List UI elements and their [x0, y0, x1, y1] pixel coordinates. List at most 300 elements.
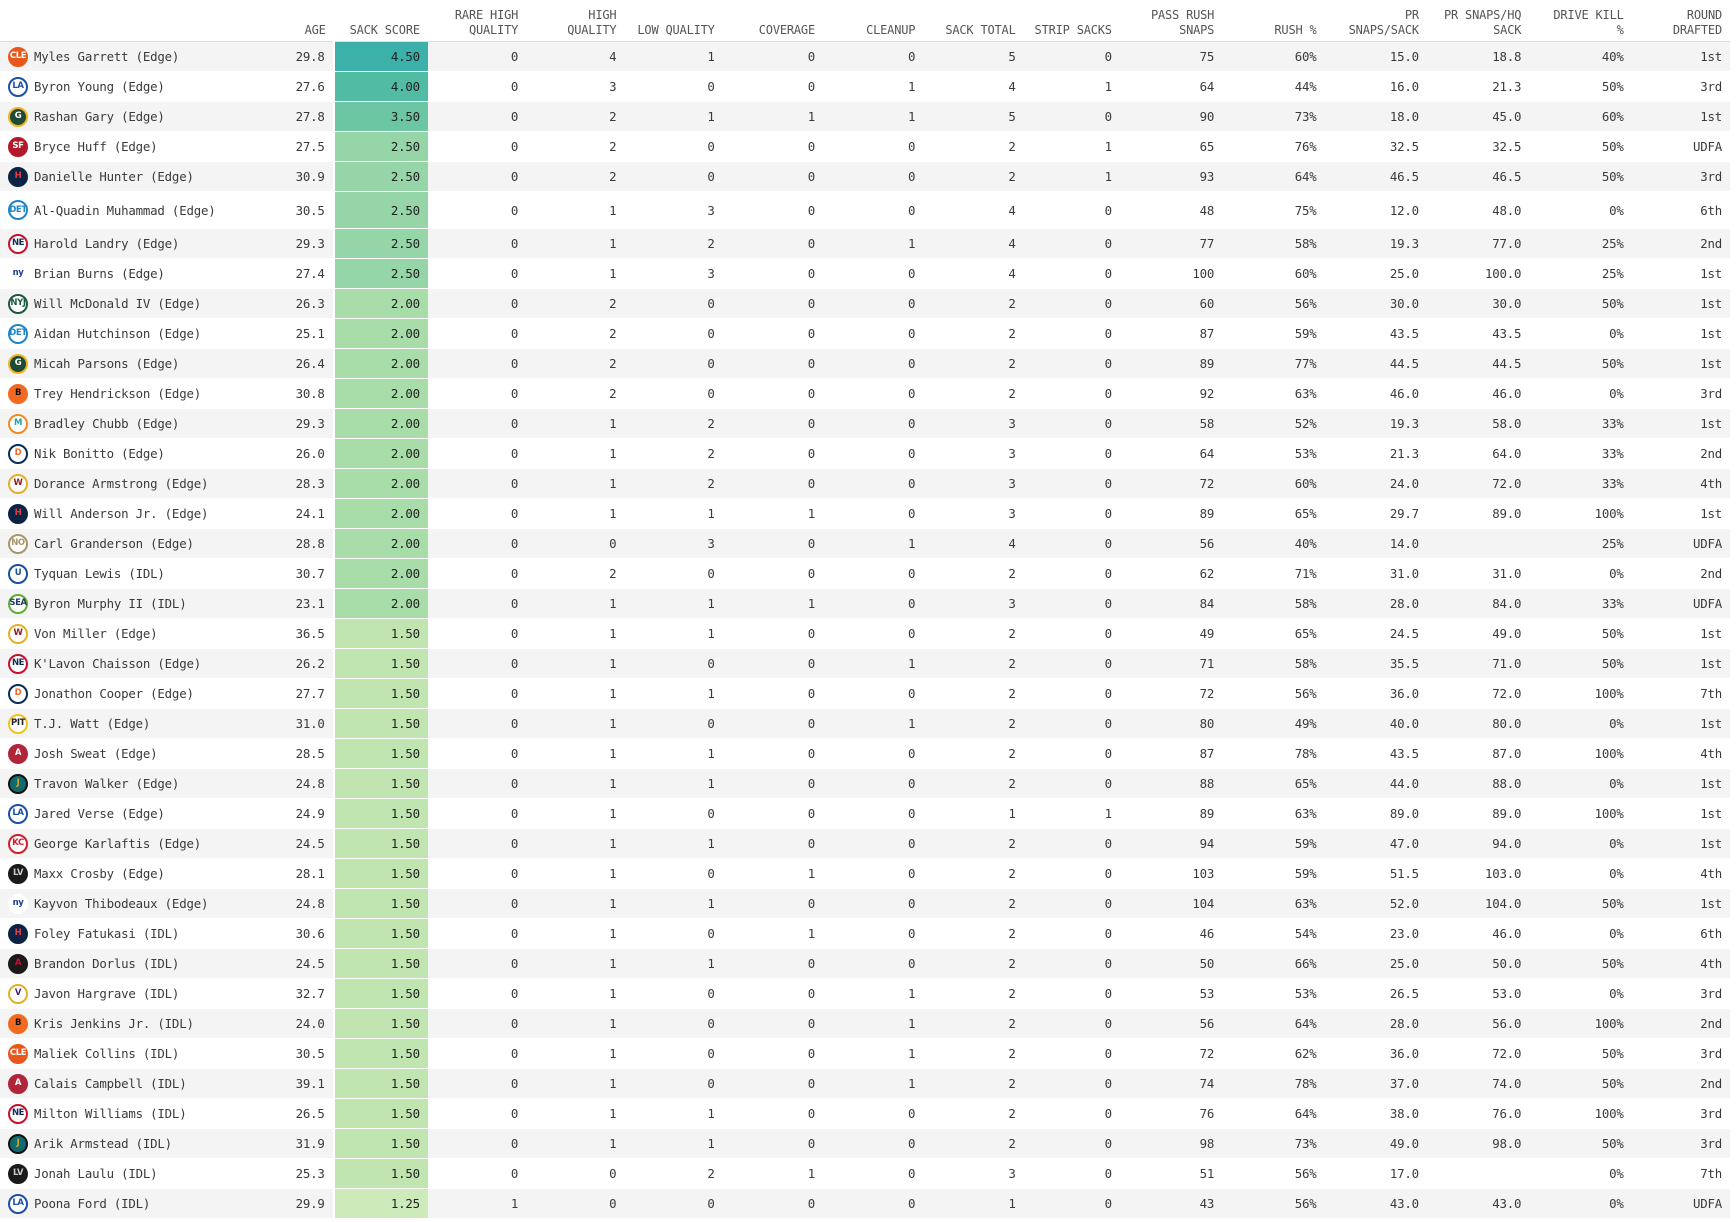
cell-rd: 3rd	[1632, 1099, 1730, 1129]
cell-lq: 3	[624, 259, 722, 289]
table-row[interactable]	[0, 949, 1730, 979]
cell-stot: 4	[923, 72, 1023, 102]
player-cell	[0, 499, 258, 529]
table-row[interactable]	[0, 409, 1730, 439]
table-row[interactable]	[0, 619, 1730, 649]
sack-score-cell: 2.50	[334, 229, 428, 259]
cell-prps: 30.0	[1325, 289, 1427, 319]
cell-age: 39.1	[258, 1069, 334, 1099]
cell-stot: 2	[923, 619, 1023, 649]
player-cell-content	[8, 984, 250, 1004]
cell-prs: 84	[1120, 589, 1222, 619]
sack-score-cell: 2.50	[334, 132, 428, 162]
cell-rush: 78%	[1222, 1069, 1324, 1099]
cell-rush: 49%	[1222, 709, 1324, 739]
table-row[interactable]	[0, 529, 1730, 559]
column-header-hqs[interactable]: PR SNAPS/HQ SACK	[1427, 0, 1529, 42]
cell-strip: 0	[1024, 1159, 1120, 1189]
cell-hq: 1	[526, 1069, 624, 1099]
cell-hq: 1	[526, 769, 624, 799]
cell-strip: 0	[1024, 859, 1120, 889]
texans-bull-icon: H	[8, 924, 28, 944]
cell-rush: 58%	[1222, 229, 1324, 259]
cell-hqs: 21.3	[1427, 72, 1529, 102]
cell-rhq: 0	[428, 1099, 526, 1129]
cell-prs: 56	[1120, 1009, 1222, 1039]
column-header-rd[interactable]: ROUND DRAFTED	[1632, 0, 1730, 42]
cell-prps: 15.0	[1325, 42, 1427, 72]
cell-dk: 50%	[1529, 162, 1631, 192]
cell-rhq: 0	[428, 529, 526, 559]
cell-strip: 1	[1024, 72, 1120, 102]
cell-hqs: 104.0	[1427, 889, 1529, 919]
table-row[interactable]	[0, 1039, 1730, 1069]
cell-rush: 64%	[1222, 162, 1324, 192]
player-cell	[0, 919, 258, 949]
cell-rd: 7th	[1632, 679, 1730, 709]
cell-dk: 33%	[1529, 409, 1631, 439]
table-row[interactable]	[0, 1069, 1730, 1099]
cell-lq: 0	[624, 132, 722, 162]
broncos-icon: D	[8, 684, 28, 704]
cell-strip: 0	[1024, 379, 1120, 409]
cell-cln: 0	[823, 829, 923, 859]
table-row[interactable]	[0, 72, 1730, 102]
cell-strip: 0	[1024, 949, 1120, 979]
player-cell	[0, 649, 258, 679]
player-name: Jonah Laulu (IDL)	[34, 1166, 158, 1181]
cell-rush: 63%	[1222, 379, 1324, 409]
column-header-stot[interactable]: SACK TOTAL	[923, 0, 1023, 42]
cell-cln: 1	[823, 529, 923, 559]
cell-rd: 7th	[1632, 1159, 1730, 1189]
player-name: Javon Hargrave (IDL)	[34, 986, 180, 1001]
cell-rhq: 0	[428, 829, 526, 859]
cell-cov: 0	[723, 1129, 823, 1159]
sack-score-cell: 2.00	[334, 439, 428, 469]
sack-score-cell: 2.00	[334, 559, 428, 589]
table-row[interactable]	[0, 799, 1730, 829]
column-header-cln[interactable]: CLEANUP	[823, 0, 923, 42]
table-row[interactable]	[0, 649, 1730, 679]
seahawks-icon: SEA	[8, 594, 28, 614]
table-row[interactable]	[0, 192, 1730, 229]
cell-prps: 51.5	[1325, 859, 1427, 889]
player-cell	[0, 379, 258, 409]
table-row[interactable]	[0, 679, 1730, 709]
cell-cln: 0	[823, 859, 923, 889]
cell-rush: 65%	[1222, 769, 1324, 799]
cell-rhq: 0	[428, 1159, 526, 1189]
table-row[interactable]	[0, 259, 1730, 289]
table-row[interactable]	[0, 469, 1730, 499]
cell-cln: 0	[823, 469, 923, 499]
player-name: Byron Murphy II (IDL)	[34, 596, 187, 611]
cell-cln: 0	[823, 1129, 923, 1159]
cell-hq: 0	[526, 529, 624, 559]
cell-lq: 0	[624, 72, 722, 102]
cell-stot: 2	[923, 1009, 1023, 1039]
cell-rhq: 0	[428, 162, 526, 192]
table-row[interactable]	[0, 829, 1730, 859]
lions-icon: DET	[8, 200, 28, 220]
cell-dk: 0%	[1529, 192, 1631, 229]
sack-score-cell: 2.00	[334, 379, 428, 409]
cell-cov: 0	[723, 1039, 823, 1069]
cell-prps: 25.0	[1325, 949, 1427, 979]
cell-prps: 24.5	[1325, 619, 1427, 649]
cell-cln: 1	[823, 709, 923, 739]
cell-prps: 49.0	[1325, 1129, 1427, 1159]
cell-hq: 1	[526, 409, 624, 439]
column-header-prs[interactable]: PASS RUSH SNAPS	[1120, 0, 1222, 42]
cell-hq: 2	[526, 379, 624, 409]
cell-cov: 0	[723, 559, 823, 589]
cell-age: 27.5	[258, 132, 334, 162]
cell-age: 24.9	[258, 799, 334, 829]
cell-rd: 1st	[1632, 349, 1730, 379]
player-cell-content	[8, 324, 250, 344]
table-row[interactable]	[0, 229, 1730, 259]
cell-lq: 0	[624, 799, 722, 829]
cell-hqs: 80.0	[1427, 709, 1529, 739]
cell-prps: 52.0	[1325, 889, 1427, 919]
cell-dk: 50%	[1529, 289, 1631, 319]
player-cell	[0, 319, 258, 349]
cell-cln: 0	[823, 679, 923, 709]
cell-rd: 2nd	[1632, 559, 1730, 589]
cell-lq: 3	[624, 529, 722, 559]
cell-hq: 0	[526, 1189, 624, 1219]
sack-score-cell: 2.00	[334, 529, 428, 559]
cell-rd: 2nd	[1632, 1069, 1730, 1099]
cell-cln: 1	[823, 102, 923, 132]
table-row[interactable]	[0, 739, 1730, 769]
cell-prs: 43	[1120, 1189, 1222, 1219]
cell-rhq: 0	[428, 1039, 526, 1069]
sack-score-cell: 2.50	[334, 192, 428, 229]
sack-score-cell: 2.00	[334, 349, 428, 379]
cell-cln: 0	[823, 42, 923, 72]
cell-rd: 4th	[1632, 949, 1730, 979]
column-header-dk[interactable]: DRIVE KILL %	[1529, 0, 1631, 42]
column-header-strip[interactable]: STRIP SACKS	[1024, 0, 1120, 42]
table-row[interactable]	[0, 979, 1730, 1009]
player-cell-content	[8, 167, 250, 187]
cell-rhq: 0	[428, 769, 526, 799]
cell-hq: 2	[526, 319, 624, 349]
cell-strip: 0	[1024, 829, 1120, 859]
cell-rush: 40%	[1222, 529, 1324, 559]
cell-dk: 40%	[1529, 42, 1631, 72]
cell-rhq: 0	[428, 469, 526, 499]
cell-rhq: 0	[428, 979, 526, 1009]
cell-hq: 1	[526, 889, 624, 919]
cell-prs: 92	[1120, 379, 1222, 409]
cell-hq: 1	[526, 229, 624, 259]
player-cell	[0, 229, 258, 259]
cell-cov: 0	[723, 42, 823, 72]
cell-rd: 1st	[1632, 619, 1730, 649]
sack-score-cell: 1.50	[334, 1099, 428, 1129]
cell-cov: 0	[723, 72, 823, 102]
cell-prps: 89.0	[1325, 799, 1427, 829]
bengals-icon: B	[8, 1014, 28, 1034]
table-row[interactable]	[0, 102, 1730, 132]
table-row[interactable]	[0, 439, 1730, 469]
cell-rd: 1st	[1632, 829, 1730, 859]
cell-dk: 50%	[1529, 649, 1631, 679]
cell-strip: 1	[1024, 162, 1120, 192]
player-cell-content	[8, 714, 250, 734]
cell-cln: 1	[823, 1039, 923, 1069]
cell-lq: 0	[624, 319, 722, 349]
rams-horn-icon: LA	[8, 804, 28, 824]
cell-hqs: 45.0	[1427, 102, 1529, 132]
cell-hq: 1	[526, 919, 624, 949]
cell-strip: 0	[1024, 769, 1120, 799]
player-name: Calais Campbell (IDL)	[34, 1076, 187, 1091]
table-row[interactable]	[0, 349, 1730, 379]
sack-score-cell: 1.25	[334, 1189, 428, 1219]
cell-stot: 4	[923, 192, 1023, 229]
cell-stot: 2	[923, 319, 1023, 349]
raiders-shield-icon: LV	[8, 864, 28, 884]
column-header-hq[interactable]: HIGH QUALITY	[526, 0, 624, 42]
cell-hqs: 43.0	[1427, 1189, 1529, 1219]
player-cell	[0, 799, 258, 829]
cell-rhq: 0	[428, 1069, 526, 1099]
cell-dk: 100%	[1529, 499, 1631, 529]
cell-hq: 1	[526, 439, 624, 469]
column-header-score[interactable]: SACK SCORE	[334, 0, 428, 42]
cell-hq: 1	[526, 619, 624, 649]
browns-helmet-icon: CLE	[8, 47, 28, 67]
table-row[interactable]	[0, 1159, 1730, 1189]
player-cell-content	[8, 744, 250, 764]
table-row[interactable]	[0, 1009, 1730, 1039]
sack-score-cell: 1.50	[334, 739, 428, 769]
sack-score-cell: 1.50	[334, 859, 428, 889]
cell-hq: 1	[526, 1039, 624, 1069]
cell-prs: 104	[1120, 889, 1222, 919]
cell-rhq: 0	[428, 1129, 526, 1159]
cell-stot: 4	[923, 229, 1023, 259]
cell-dk: 0%	[1529, 1189, 1631, 1219]
cell-hqs: 50.0	[1427, 949, 1529, 979]
table-row[interactable]	[0, 1129, 1730, 1159]
column-header-prps[interactable]: PR SNAPS/SACK	[1325, 0, 1427, 42]
table-row[interactable]	[0, 499, 1730, 529]
table-row[interactable]	[0, 1099, 1730, 1129]
player-cell	[0, 979, 258, 1009]
cell-hq: 0	[526, 1159, 624, 1189]
cell-rush: 77%	[1222, 349, 1324, 379]
cell-prps: 44.0	[1325, 769, 1427, 799]
colts-horseshoe-icon: U	[8, 564, 28, 584]
player-name: Jared Verse (Edge)	[34, 806, 165, 821]
table-row[interactable]	[0, 589, 1730, 619]
cell-rd: 6th	[1632, 192, 1730, 229]
cell-cln: 0	[823, 499, 923, 529]
cell-prs: 100	[1120, 259, 1222, 289]
player-cell	[0, 1069, 258, 1099]
table-row[interactable]	[0, 162, 1730, 192]
cell-stot: 3	[923, 409, 1023, 439]
table-row[interactable]	[0, 859, 1730, 889]
sack-score-cell: 2.00	[334, 469, 428, 499]
cell-hq: 3	[526, 72, 624, 102]
cell-strip: 0	[1024, 979, 1120, 1009]
sack-score-cell: 2.00	[334, 319, 428, 349]
sack-score-cell: 1.50	[334, 799, 428, 829]
table-row[interactable]	[0, 379, 1730, 409]
cell-age: 24.5	[258, 829, 334, 859]
cell-hqs: 103.0	[1427, 859, 1529, 889]
table-row[interactable]	[0, 42, 1730, 72]
player-name: Josh Sweat (Edge)	[34, 746, 158, 761]
player-cell	[0, 1009, 258, 1039]
player-cell-content	[8, 834, 250, 854]
cell-prps: 19.3	[1325, 409, 1427, 439]
cell-age: 32.7	[258, 979, 334, 1009]
cell-dk: 60%	[1529, 102, 1631, 132]
cell-age: 24.8	[258, 889, 334, 919]
cell-cov: 0	[723, 889, 823, 919]
player-name: Carl Granderson (Edge)	[34, 536, 194, 551]
column-header-name[interactable]	[0, 0, 258, 42]
cell-age: 25.3	[258, 1159, 334, 1189]
cell-prps: 43.0	[1325, 1189, 1427, 1219]
table-row[interactable]	[0, 919, 1730, 949]
cell-prps: 44.5	[1325, 349, 1427, 379]
cell-hqs: 58.0	[1427, 409, 1529, 439]
cell-stot: 2	[923, 1099, 1023, 1129]
cell-rhq: 1	[428, 1189, 526, 1219]
rams-horn-icon: LA	[8, 77, 28, 97]
cell-rhq: 0	[428, 949, 526, 979]
player-name: Milton Williams (IDL)	[34, 1106, 187, 1121]
cell-age: 23.1	[258, 589, 334, 619]
browns-helmet-icon: CLE	[8, 1044, 28, 1064]
cell-rd: 1st	[1632, 769, 1730, 799]
sack-score-cell: 1.50	[334, 829, 428, 859]
cell-lq: 0	[624, 349, 722, 379]
cell-stot: 5	[923, 42, 1023, 72]
table-row[interactable]	[0, 289, 1730, 319]
cell-rd: 2nd	[1632, 1009, 1730, 1039]
player-name: Maxx Crosby (Edge)	[34, 866, 165, 881]
cell-stot: 2	[923, 1039, 1023, 1069]
cell-age: 26.2	[258, 649, 334, 679]
cell-strip: 0	[1024, 529, 1120, 559]
cell-age: 29.3	[258, 229, 334, 259]
header-row	[0, 0, 1730, 42]
giants-ny-icon: ny	[8, 264, 28, 284]
column-header-age[interactable]: AGE	[258, 0, 334, 42]
cell-stot: 2	[923, 1069, 1023, 1099]
cell-cov: 1	[723, 1159, 823, 1189]
cell-hq: 2	[526, 132, 624, 162]
player-cell-content	[8, 1164, 250, 1184]
cell-hq: 1	[526, 499, 624, 529]
cell-hqs: 64.0	[1427, 439, 1529, 469]
cell-rd: 1st	[1632, 289, 1730, 319]
cell-stot: 2	[923, 829, 1023, 859]
cell-strip: 0	[1024, 349, 1120, 379]
player-cell	[0, 679, 258, 709]
cell-strip: 0	[1024, 1009, 1120, 1039]
cell-stot: 2	[923, 769, 1023, 799]
cell-prs: 65	[1120, 132, 1222, 162]
cell-dk: 50%	[1529, 1069, 1631, 1099]
cell-stot: 1	[923, 1189, 1023, 1219]
cell-lq: 1	[624, 829, 722, 859]
cell-prs: 72	[1120, 469, 1222, 499]
column-header-cov[interactable]: COVERAGE	[723, 0, 823, 42]
cell-cln: 0	[823, 132, 923, 162]
cell-lq: 0	[624, 162, 722, 192]
column-header-lq[interactable]: LOW QUALITY	[624, 0, 722, 42]
player-cell	[0, 739, 258, 769]
cell-prps: 19.3	[1325, 229, 1427, 259]
table-row[interactable]	[0, 132, 1730, 162]
table-row[interactable]	[0, 319, 1730, 349]
cell-cln: 0	[823, 162, 923, 192]
cell-rhq: 0	[428, 559, 526, 589]
cell-cln: 0	[823, 559, 923, 589]
cell-cov: 0	[723, 739, 823, 769]
cell-hqs: 72.0	[1427, 1039, 1529, 1069]
player-cell	[0, 829, 258, 859]
player-cell	[0, 469, 258, 499]
cell-age: 28.3	[258, 469, 334, 499]
player-cell-content	[8, 1134, 250, 1154]
cell-hq: 1	[526, 469, 624, 499]
player-name: K'Lavon Chaisson (Edge)	[34, 656, 201, 671]
cell-prs: 89	[1120, 499, 1222, 529]
cell-cov: 0	[723, 1189, 823, 1219]
cell-prps: 46.0	[1325, 379, 1427, 409]
cell-rd: 3rd	[1632, 162, 1730, 192]
table-row[interactable]	[0, 559, 1730, 589]
cell-prs: 89	[1120, 349, 1222, 379]
cell-rhq: 0	[428, 739, 526, 769]
cell-rhq: 0	[428, 919, 526, 949]
table-row[interactable]	[0, 709, 1730, 739]
table-row[interactable]	[0, 769, 1730, 799]
cell-rd: 2nd	[1632, 439, 1730, 469]
cell-strip: 0	[1024, 42, 1120, 72]
player-cell	[0, 42, 258, 72]
player-cell	[0, 619, 258, 649]
cell-prps: 21.3	[1325, 439, 1427, 469]
cell-rhq: 0	[428, 72, 526, 102]
cell-hq: 2	[526, 289, 624, 319]
cell-rush: 59%	[1222, 859, 1324, 889]
column-header-rhq[interactable]: RARE HIGH QUALITY	[428, 0, 526, 42]
cell-lq: 1	[624, 619, 722, 649]
cell-cov: 1	[723, 499, 823, 529]
cell-prs: 87	[1120, 739, 1222, 769]
cell-prps: 28.0	[1325, 1009, 1427, 1039]
cell-hqs: 77.0	[1427, 229, 1529, 259]
sack-score-cell: 4.00	[334, 72, 428, 102]
cell-dk: 100%	[1529, 739, 1631, 769]
table-row[interactable]	[0, 1189, 1730, 1219]
table-row[interactable]	[0, 889, 1730, 919]
column-header-rush[interactable]: RUSH %	[1222, 0, 1324, 42]
